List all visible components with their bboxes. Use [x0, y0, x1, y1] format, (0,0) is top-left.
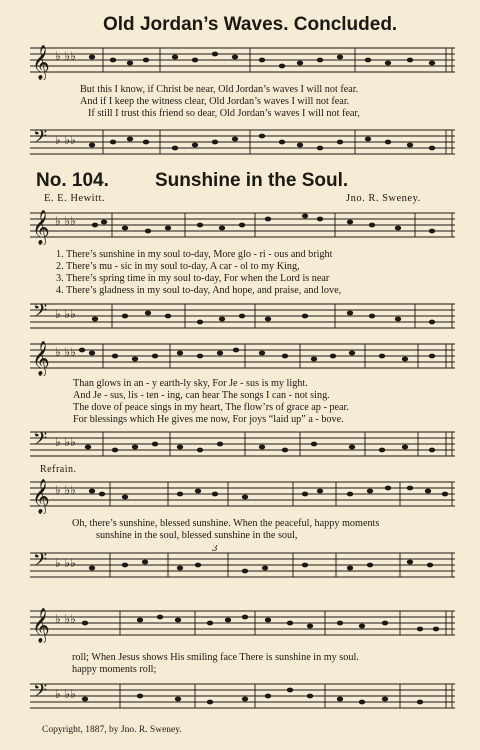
- svg-text:𝄢: 𝄢: [33, 127, 48, 152]
- svg-text:♭ ♭♭: ♭ ♭♭: [55, 687, 76, 701]
- svg-text:𝄞: 𝄞: [32, 608, 50, 643]
- treble-staff-2: [0, 205, 480, 245]
- svg-text:𝄞: 𝄞: [32, 479, 50, 514]
- hymn-title: Sunshine in the Soul.: [155, 170, 349, 191]
- treble-staff-1: [0, 40, 480, 80]
- treble-staff-5: [0, 603, 480, 643]
- treble-staff-3: [0, 336, 480, 376]
- svg-text:𝄢: 𝄢: [33, 550, 48, 575]
- svg-text:♭ ♭♭: ♭ ♭♭: [55, 49, 76, 63]
- refrain-lyric-1b: roll; When Jesus shows His smiling face There is sunshine in my soul.: [72, 652, 359, 663]
- verse-lyric-2a: 2. There’s mu - sic in my soul to-day, A car - ol to my King,: [56, 261, 300, 272]
- svg-text:𝄢: 𝄢: [33, 301, 48, 326]
- treble-staff-4: [0, 474, 480, 514]
- hymn-number: No. 104.: [36, 170, 109, 191]
- svg-text:♭ ♭♭: ♭ ♭♭: [55, 133, 76, 147]
- svg-text:𝄞: 𝄞: [32, 45, 50, 80]
- svg-text:♭ ♭♭: ♭ ♭♭: [55, 214, 76, 228]
- triplet-mark: 3: [212, 545, 218, 554]
- continued-lyric-3: If still I trust this friend so dear, Old Jordan’s waves I will not fear,: [88, 108, 360, 119]
- svg-text:𝄞: 𝄞: [32, 341, 50, 376]
- music-by: Jno. R. Sweney.: [346, 193, 421, 204]
- verse-lyric-1b: Than glows in an - y earth-ly sky, For Je - sus is my light.: [73, 378, 308, 389]
- svg-text:♭ ♭♭: ♭ ♭♭: [55, 345, 76, 359]
- bass-staff-1: [0, 122, 480, 162]
- refrain-lyric-2a: sunshine in the soul, blessed sunshine in the soul,: [96, 530, 298, 541]
- refrain-lyric-2b: happy moments roll;: [72, 664, 157, 675]
- verse-lyric-4a: 4. There’s gladness in my soul to-day, And hope, and praise, and love,: [56, 285, 342, 296]
- continued-hymn-title: Old Jordan’s Waves. Concluded.: [103, 14, 398, 35]
- bass-staff-5: [0, 676, 480, 716]
- svg-text:♭ ♭♭: ♭ ♭♭: [55, 307, 76, 321]
- svg-text:𝄢: 𝄢: [33, 681, 48, 706]
- svg-text:♭ ♭♭: ♭ ♭♭: [55, 556, 76, 570]
- verse-lyric-3b: The dove of peace sings in my heart, The flow’rs of grace ap - pear.: [73, 402, 349, 413]
- continued-lyric-2: And if I keep the witness clear, Old Jordan’s waves I will not fear.: [80, 96, 350, 107]
- verse-lyric-3a: 3. There’s spring time in my soul to-day, For when the Lord is near: [56, 273, 330, 284]
- svg-text:♭ ♭♭: ♭ ♭♭: [55, 435, 76, 449]
- verse-lyric-4b: For blessings which He gives me now, For joys “laid up” a - bove.: [73, 414, 344, 425]
- verse-lyric-2b: And Je - sus, lis - ten - ing, can hear The songs I can - not sing.: [73, 390, 330, 401]
- svg-text:♭ ♭♭: ♭ ♭♭: [55, 483, 76, 497]
- copyright-notice: Copyright, 1887, by Jno. R. Sweney.: [42, 725, 182, 735]
- svg-text:𝄢: 𝄢: [33, 429, 48, 454]
- verse-lyric-1a: 1. There’s sunshine in my soul to-day, More glo - ri - ous and bright: [56, 249, 333, 260]
- refrain-lyric-1a: Oh, there’s sunshine, blessed sunshine. When the peaceful, happy moments: [72, 518, 380, 529]
- bass-staff-2: [0, 296, 480, 336]
- bass-staff-4: [0, 545, 480, 585]
- words-by: E. E. Hewitt.: [44, 193, 106, 204]
- refrain-label: Refrain.: [40, 464, 77, 475]
- continued-lyric-1: But this I know, if Christ be near, Old Jordan’s waves I will not fear.: [80, 84, 359, 95]
- bass-staff-3: [0, 424, 480, 464]
- svg-text:𝄞: 𝄞: [32, 210, 50, 245]
- svg-text:♭ ♭♭: ♭ ♭♭: [55, 612, 76, 626]
